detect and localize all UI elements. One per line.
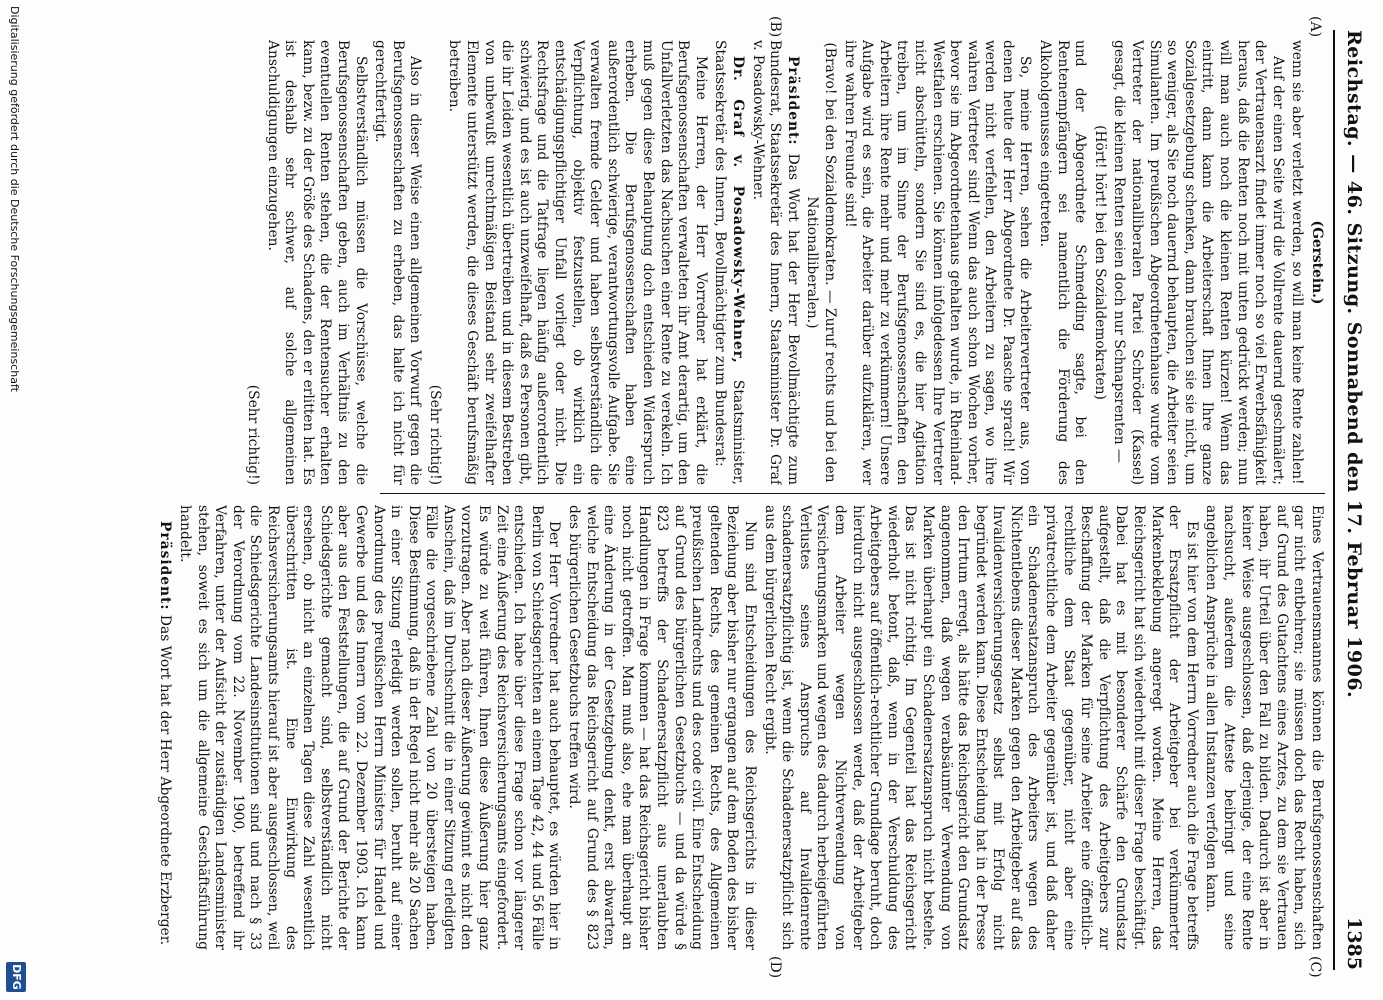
page-number: 1385 (1343, 917, 1365, 970)
dfg-logo: DFG (6, 962, 26, 992)
president-statement (748, 40, 801, 485)
interjection: (Sehr richtig!) (244, 384, 261, 485)
president-label: Präsident: (784, 56, 801, 146)
interjection: (Hört! hört! bei den Sozialdemokraten) (1091, 125, 1108, 400)
speaker-tag: (Gerstein.) (1309, 220, 1325, 305)
paragraph: Nun sind Entscheidungen des Reichsgerichts in dieser Beziehung aber bisher nur ergangen auf dem Boden des bisher geltenden Rechts, des gemeinen Rechts, des Allgemeinen preußischen Landrechts und des code civil. Eine Entscheidung auf Grund des bürgerlichen Gesetzbuchs — und da würde § 823 betreffs der Schadenersatzpflicht aus unerlaubten Handlungen in Frage kommen — hat das Reichsgericht bisher noch nicht getroffen. Man muß also, ehe man überhaupt an eine Änderung in der Gesetzgebung denkt, erst abwarten, welche Entscheidung das Reichsgericht auf Grund des § 823 des bürgerlichen Gesetzbuchs treffen wird. (566, 505, 758, 950)
paragraph: Eines Vertrauensmannes können die Berufsgenossenschaften gar nicht entbehren; sie müssen doch das Recht haben, sich auf Grund des Gutachtens eines Arztes, zu dem sie Vertrauen haben, ihr Urteil über den Fall zu bilden. Dadurch ist aber in keiner Weise ausgeschlossen, daß derjenige, der eine Rente nachsucht, außerdem die Atteste beibringt und seine angeblichen Ansprüche in allen Instanzen verfolgen kann. (1203, 505, 1325, 950)
margin-mark-d: (D) (767, 956, 783, 979)
president-text: Das Wort hat der Herr Abgeordnete Erzberger. (157, 614, 174, 946)
margin-mark-c: (C) (1307, 956, 1323, 978)
paragraph: Meine Herren, der Herr Vorredner hat erklärt, die Berufsgenossenschaften verwalteten ihr Amt derartig, um den Unfallverletzten das Nachsuchen einer Rente zu verekeln. Ich muß gegen diese Behauptung doch entschieden Widerspruch erheben. Die Berufsgenossenschaften haben eine außerordentlich schwierige, verantwortungsvolle Aufgabe. Sie verwalten fremde Gelder und haben selbstverständlich die Verpflichtung, objektiv festzustellen, ob wirklich ein entschädigungspflichtiger Unfall vorliegt oder nicht. Die Rechtsfrage und die Tatfrage liegen häufig außerordentlich schwierig, und es ist auch unzweifelhaft, daß es Personen gibt, die ihr Leiden wesentlich übertreiben und in diesem Bestreben von unbewußt unrechtmäßigen Beistand sehr zweifelhafter Elemente unterstützt werden, die dieses Geschäft berufsmäßig betreiben. (446, 40, 709, 485)
paragraph: Also in dieser Weise einen allgemeinen Vorwurf gegen die Berufsgenossenschaften zu erheben, das halte ich nicht für gerechtfertigt. (372, 40, 424, 485)
paragraph: So, meine Herren, sehen die Arbeitervertreter aus, von denen heute der Herr Abgeordnete Dr. Paasche sprach! Wir werden nicht verfehlen, den Arbeitern zu sagen, wo ihre wahren Vertreter sind! Wenn das auch schon Wochen vorher, bevor sie im Abgeordnetenhaus gehalten wurde, in Rheinland-Westfalen erschienen. Sie können infolgedessen Ihre Vertreter nicht abschütteln, sondern Sie sind es, die hier Agitation treiben, um im Sinne der Berufsgenossenschaften den Arbeitern ihre Rente mehr und mehr zu verkümmern! Unsere Aufgabe wird es sein, die Arbeiter darüber aufzuklären, wer ihre wahren Freunde sind! (841, 40, 1034, 485)
speaker-name: Dr. Graf v. Posadowsky-Wehner, (730, 56, 746, 364)
paragraph: und der Abgeordnete Schmedding sagte, bei den Rentenempfängern sei namentlich die Förderung des Alkoholgenusses eingetreten. (1037, 40, 1089, 485)
digitization-note: Digitalisierung gefördert durch die Deutsche Forschungsgemeinschaft (8, 6, 21, 392)
left-column (82, 40, 1325, 485)
paragraph: Der Herr Vorredner hat auch behauptet, es würden hier in Berlin von Schiedsgerichten an einem Tage 42, 44 und 56 Fälle entschieden. Ich habe über diese Frage schon vor längerer Zeit eine Äußerung des Reichsversicherungsamts eingefordert. Es würde zu weit führen, Ihnen diese Äußerung hier ganz vorzutragen. Aber nach dieser Äußerung gewinnt es nicht den Anschein, daß im Durchschnitt die in einer Sitzung erledigten Fälle die vorgeschriebene Zahl von 20 übersteigen haben. Diese Bestimmung, daß in der Regel nicht mehr als 20 Sachen in einer Sitzung erledigt werden sollen, beruht auf einer Anordnung des preußischen Herrn Ministers für Handel und Gewerbe und des Innern vom 22. Dezember 1903. Ich kann aber aus den Feststellungen, die auf Grund der Berichte der Schiedsgerichte gemacht sind, selbstverständlich nicht ersehen, ob nicht an einzelnen Tagen diese Zahl wesentlich überschritten ist. Eine Einwirkung des Reichsversicherungsamts hierauf ist aber ausgeschlossen, weil die Schiedsgerichte Landesinstitutionen sind und nach § 33 der Verordnung vom 22. November 1900, betreffend ihr Verfahren, unter der Aufsicht der zuständigen Landesminister stehen, soweit es sich um die allgemeine Geschäftsführung handelt. (177, 505, 563, 950)
paragraph: wenn sie aber verletzt werden, so will man keine Rente zahlen! (1289, 40, 1306, 485)
speaker-role: Staatsminister, Staatssekretär des Innern, Bevollmächtigter zum Bundesrat: (712, 40, 746, 485)
president-statement (156, 505, 174, 950)
paragraph: Es ist hier von dem Herrn Vorredner auch die Frage betreffs der Ersatzpflicht der Arbeitgeber bei verkümmerter Markenbeklebung angeregt worden. Meine Herren, das Reichsgericht hat sich wiederholt mit dieser Frage beschäftigt. Dabei hat es mit besonderer Schärfe den Grundsatz aufgestellt, daß die Verpflichtung des Arbeitgebers zur Beschaffung der Marken für seine Arbeiter eine öffentlich-rechtliche dem Staat gegenüber, nicht aber eine privatrechtliche dem Arbeiter gegenüber ist, und daß daher ein Schadenersatzanspruch des Arbeiters wegen des Nichtentlebens dieser Marken gegen den Arbeitgeber auf das Invalidenversicherungsgesetz selbst mit Erfolg nicht begründet werden kann. Diese Entscheidung hat in der Presse den Irrtum erregt, als hätte das Reichsgericht den Grundsatz angenommen, daß wegen verabsäumter Verwendung von Marken überhaupt ein Schadenersatzanspruch nicht bestehe. Das ist nicht richtig. Im Gegenteil hat das Reichsgericht wiederholt betont, daß, wenn in der Verschuldung des Arbeitgebers auf öffentlich-rechtlicher Grundlage beruht, doch hierdurch nicht ausgeschlossen werde, daß der Arbeitgeber dem Arbeiter wegen Nichtverwendung von Versicherungsmarken und wegen des dadurch herbeigeführten Verlustes seines Anspruchs auf Invalidenrente schadenersatzpflichtig ist, wenn die Schadenersatzpflicht sich aus dem bürgerlichen Recht ergibt. (761, 505, 1200, 950)
right-column (82, 505, 1325, 950)
column-divider (380, 493, 1325, 494)
speaker-intro (711, 40, 746, 485)
margin-mark-b: (B) (767, 16, 783, 38)
paragraph: Selbstverständlich müssen die Vorschüsse, welche die Berufsgenossenschaften geben, auch im Verhältnis zu den eventuellen Renten stehen, die der Rentensucher erhalten kann, bezw. zu der Größe des Schadens, den er erlitten hat. Es ist deshalb sehr schwer, auf solche allgemeinen Anschuldigungen einzugehen. (264, 40, 369, 485)
page-title: Reichstag. — 46. Sitzung. Sonnabend den 17. Februar 1906. (1343, 30, 1365, 699)
paragraph: Auf der einen Seite wird die Vollrente dauernd geschmälert; der Vertrauensarzt findet immer noch so viel Erwerbsfähigkeit heraus, daß die Renten noch mit unten gedrückt werden; nun will man auch noch die kleinen Renten kürzen! Wenn das eintritt, dann kann die Arbeiterschaft Ihnen Ihre ganze Sozialgesetzgebung schenken, dann brauchen sie sie nicht, um so weniger, als Sie noch dauernd behaupten, die Arbeiter seien Simulanten. Im preußischen Abgeordnetenhause wurde vom Vertreter der nationalliberalen Partei Schröder (Kassel) gesagt, die kleinen Renten seien doch nur Schnapsrenten — (1111, 40, 1286, 485)
digitization-footer (6, 6, 32, 992)
interjection: (Bravo! bei den Sozialdemokraten. — Zuruf rechts und bei den Nationalliberalen.) (804, 42, 838, 483)
president-label: Präsident: (157, 521, 174, 611)
president-text: Das Wort hat der Herr Bevollmächtigte zum Bundesrat, Staatssekretär des Innern, Staatsminister Dr. Graf v. Posadowsky-Wehner. (749, 40, 801, 485)
page-header (1337, 30, 1371, 970)
header-rule (1333, 30, 1335, 970)
interjection: (Sehr richtig!) (426, 384, 443, 485)
margin-mark-a: (A) (1307, 16, 1323, 38)
